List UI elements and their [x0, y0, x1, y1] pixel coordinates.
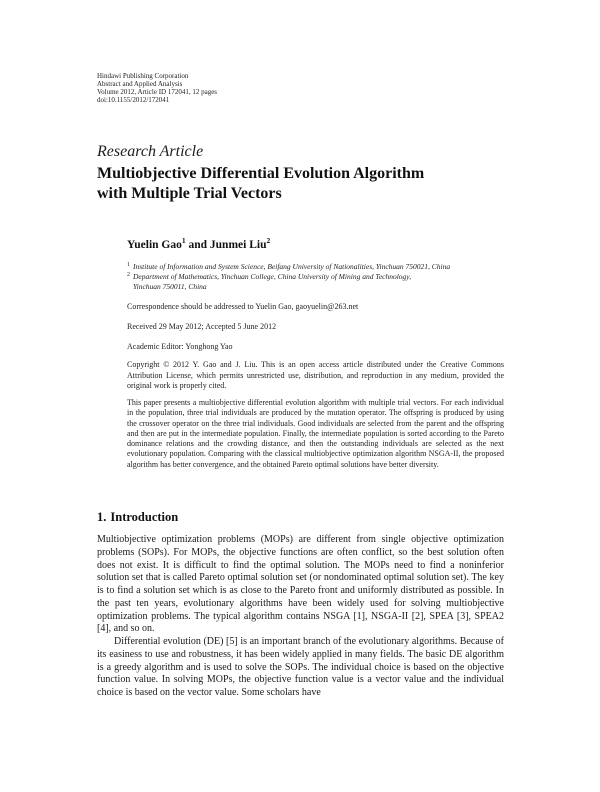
correspondence-line	[127, 302, 517, 312]
doi-line: doi:10.1155/2012/172041	[97, 96, 170, 104]
volume-line: Volume 2012, Article ID 172041, 12 pages	[97, 88, 218, 96]
affiliation-item	[127, 262, 517, 272]
abstract: This paper presents a multiobjective differential evolution algorithm with multiple trial vectors. For each individual in the population, three trial individuals are produced by the mutation operator. The offspring is produced by using the crossover operator on the three trial individuals. Good individuals are selected from the parent and the offspring and then are put in the intermediate population. Finally, the intermediate population is sorted according to the Pareto dominance relations and the crowding distance, and then the outstanding individuals are selected as the next evolutionary population. Comparing with the classical multiobjective optimization algorithm NSGA-II, the proposed algorithm has better convergence, and the obtained Pareto optimal solutions have better diversity.	[127, 398, 504, 469]
affiliation-continuation: Yinchuan 750011, China	[133, 282, 207, 291]
affiliation-marker: 2	[266, 236, 271, 245]
affiliation-marker: 1	[181, 236, 186, 245]
section-heading	[97, 510, 178, 525]
author-name: Yuelin Gao	[127, 238, 182, 251]
journal-line: Abstract and Applied Analysis	[97, 80, 183, 88]
affiliation-number: 1	[127, 262, 130, 268]
affiliations	[127, 262, 517, 292]
section-body	[97, 534, 504, 700]
affiliation-item	[127, 272, 517, 282]
title-line: with Multiple Trial Vectors	[97, 185, 282, 202]
correspondence-text: Correspondence should be addressed to Yuelin Gao, gaoyuelin@263.net	[127, 302, 359, 311]
affiliation-text: Department of Mathematics, Yinchuan College, China University of Mining and Technology,	[133, 272, 412, 281]
paragraph: Differential evolution (DE) [5] is an important branch of the evolutionary algorithms. Because of its easiness to use and robustness, it has been widely applied in many fields. The basic DE algorithm is a greedy algorithm and is used to solve the SOPs. The individual choice is based on the objective function value. In solving MOPs, the objective function value is a vector value and the individual choice is based on the vector value. Some scholars have	[97, 636, 504, 698]
section-number: 1.	[97, 510, 107, 524]
title-line: Multiobjective Differential Evolution Algorithm	[97, 165, 425, 182]
author-conjunction: and	[188, 238, 208, 251]
section-title: Introduction	[110, 510, 179, 524]
paper-title	[97, 164, 517, 204]
publisher-line: Hindawi Publishing Corporation	[97, 72, 189, 80]
affiliation-text: Institute of Information and System Science, Beifang University of Nationalities, Yinchuan 750021, China	[133, 262, 451, 271]
paragraph: Multiobjective optimization problems (MOPs) are different from single objective optimization problems (SOPs). For MOPs, the objective functions are often conflict, so the best solution often does not exist. It is difficult to find the optimal solution. The MOPs need to find a noninferior solution set that is called Pareto optimal solution set (or nondominated optimal solution set). The key is to find a solution set which is as close to the Pareto front and uniformly distributed as possible. In the past ten years, evolutionary algorithms have been widely used for solving multiobjective optimization problems. The typical algorithm contains NSGA [1], NSGA-II [2], SPEA [3], SPEA2 [4], and so on.	[97, 534, 504, 635]
received-line: Received 29 May 2012; Accepted 5 June 2012	[127, 322, 277, 331]
journal-header	[97, 72, 397, 104]
copyright-notice: Copyright © 2012 Y. Gao and J. Liu. This is an open access article distributed under the Creative Commons Attribution License, which permits unrestricted use, distribution, and reproduction in any medium, provided the original work is properly cited.	[127, 360, 504, 390]
author-list	[127, 236, 270, 251]
affiliation-number: 2	[127, 272, 130, 278]
author-name: Junmei Liu	[209, 238, 267, 251]
article-type: Research Article	[97, 143, 204, 160]
editor-line: Academic Editor: Yonghong Yao	[127, 342, 233, 351]
